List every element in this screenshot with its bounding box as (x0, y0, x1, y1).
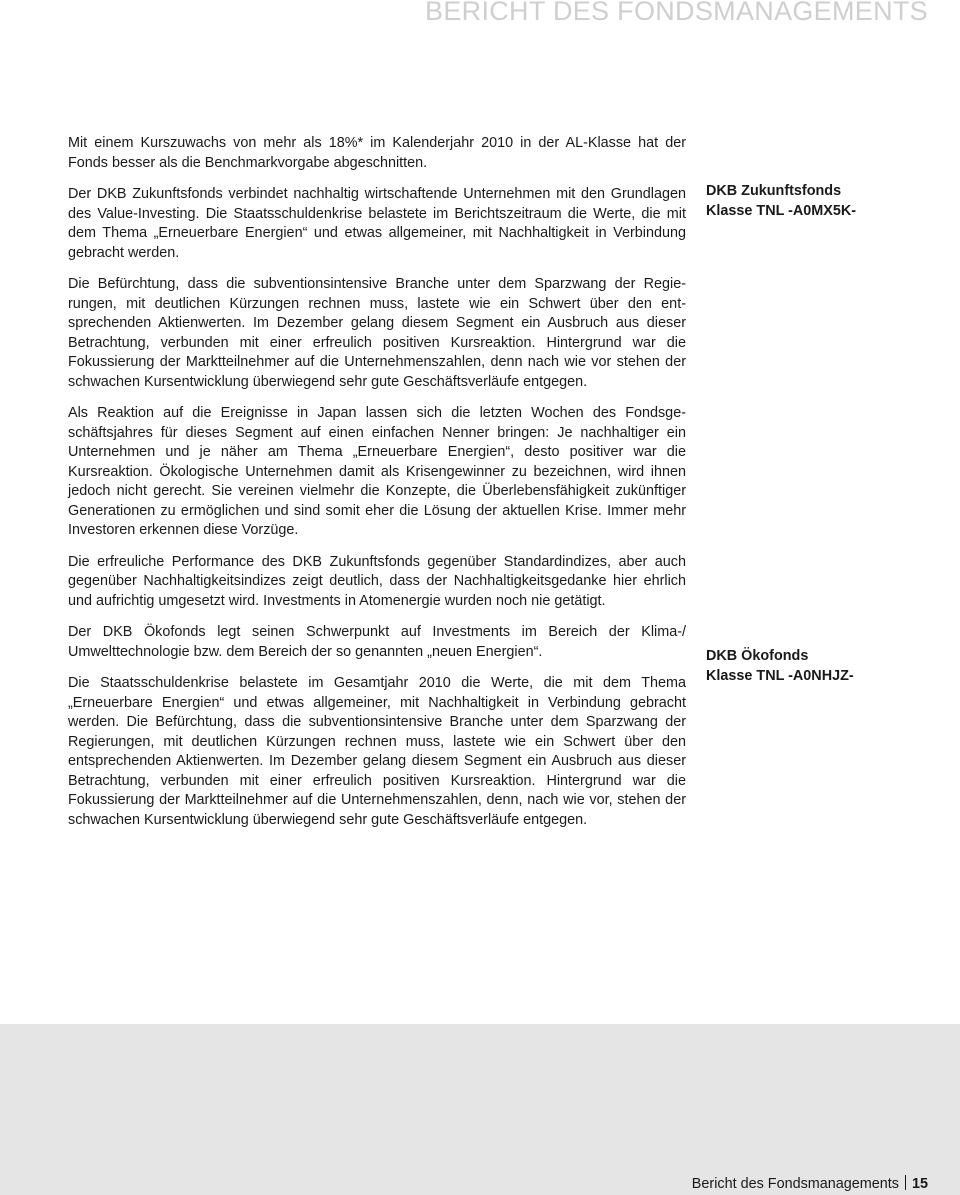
paragraph-japan: Als Reaktion auf die Ereignisse in Japan lassen sich die letzten Wochen des Fondsgeschäftsjahres für dieses Segment auf einen einfachen Nenner bringen: Je nachhaltiger ein Unternehmen und je näher am Thema „Erneuerbare Energien“, desto positiver war die Kursreaktion. Ökologische Unternehmen damit als Krisengewinner zu bezeichnen, wird ihnen jedoch nicht gerecht. Sie vereinen vielmehr die Konzepte, die Überlebensfähigkeit zukünftiger Generationen zu ermöglichen und sind somit eher die Lösung der aktuellen Krise. Immer mehr Investoren erkennen diese Vorzüge. (68, 405, 686, 538)
paragraph-oekofonds: Der DKB Ökofonds legt seinen Schwerpunkt auf Investments im Bereich der Klima-/ Umwelttechnologie bzw. dem Bereich der so genannten „neuen Energien“. (68, 624, 686, 660)
sidebar-fund-oekofonds (706, 647, 936, 686)
paragraph-zukunftsfonds: Der DKB Zukunftsfonds verbindet nachhaltig wirtschaftende Unternehmen mit den Grundlagen des Value-Investing. Die Staatsschuldenkrise belastete im Berichtszeitraum die Werte, die mit dem Thema „Erneuerbare Energien“ und etwas allgemeiner, mit Nachhaltigkeit in Verbindung gebracht werden. (68, 186, 686, 261)
footer-divider (905, 1175, 906, 1190)
page-header-title: BERICHT DES FONDSMANAGEMENTS (425, 0, 928, 26)
paragraph-befuerchtung: Die Befürchtung, dass die subventionsintensive Branche unter dem Sparzwang der Regierungen, mit deutlichen Kürzungen rechnen muss, lastete wie ein Schwert über den entsprechenden Aktienwerten. Im Dezember gelang diesem Segment ein Ausbruch aus dieser Betrachtung, verbunden mit einer erfreulich positiven Kursreaktion. Hintergrund war die Fokussierung der Marktteilnehmer auf die Unternehmenszahlen, denn nach wie vor stehen der schwachen Kursentwicklung überwiegend sehr gute Geschäftsverläufe entgegen. (68, 276, 686, 390)
paragraph-performance: Die erfreuliche Performance des DKB Zukunftsfonds gegenüber Standardindizes, aber auch gegenüber Nachhaltigkeitsindizes zeigt deutlich, dass der Nachhaltigkeitsgedanke hier ehrlich und aufrichtig umgesetzt wird. Investments in Atomenergie wurden noch nie getätigt. (68, 553, 686, 609)
fund-class: Klasse TNL -A0NHJZ- (706, 667, 854, 684)
footer-band (0, 1024, 960, 1195)
paragraph-intro: Mit einem Kurszuwachs von mehr als 18%* im Kalenderjahr 2010 in der AL-Klasse hat der Fonds besser als die Benchmarkvorgabe abgeschnitten. (68, 135, 686, 171)
page-number: 15 (911, 1176, 928, 1192)
fund-name: DKB Zukunftsfonds (706, 183, 842, 199)
fund-name: DKB Ökofonds (706, 648, 809, 664)
footer-section-title: Bericht des Fondsmanagements (691, 1176, 899, 1192)
paragraph-staatsschuldenkrise: Die Staatsschuldenkrise belastete im Gesamtjahr 2010 die Werte, die mit dem Thema „Erneuerbare Energien“ und etwas allgemeiner, mit Nachhaltigkeit in Verbindung gebracht werden. Die Befürchtung, dass die subventionsintensive Branche unter dem Sparzwang der Regierungen, mit deutlichen Kürzungen rechnen muss, lastete wie ein Schwert über den entsprechenden Aktienwerten. Im Dezember gelang diesem Segment ein Ausbruch aus dieser Betrachtung, verbunden mit einer erfreulich positiven Kursreaktion. Hintergrund war die Fokussierung der Marktteilnehmer auf die Unternehmenszahlen, denn, nach wie vor, stehen der schwachen Kursentwicklung überwiegend sehr gute Geschäftsverläufe entgegen. (68, 675, 686, 828)
main-text-column (68, 134, 686, 842)
page-footer (692, 1175, 928, 1193)
fund-class: Klasse TNL -A0MX5K- (706, 202, 857, 219)
sidebar-fund-zukunftsfonds (706, 182, 936, 221)
